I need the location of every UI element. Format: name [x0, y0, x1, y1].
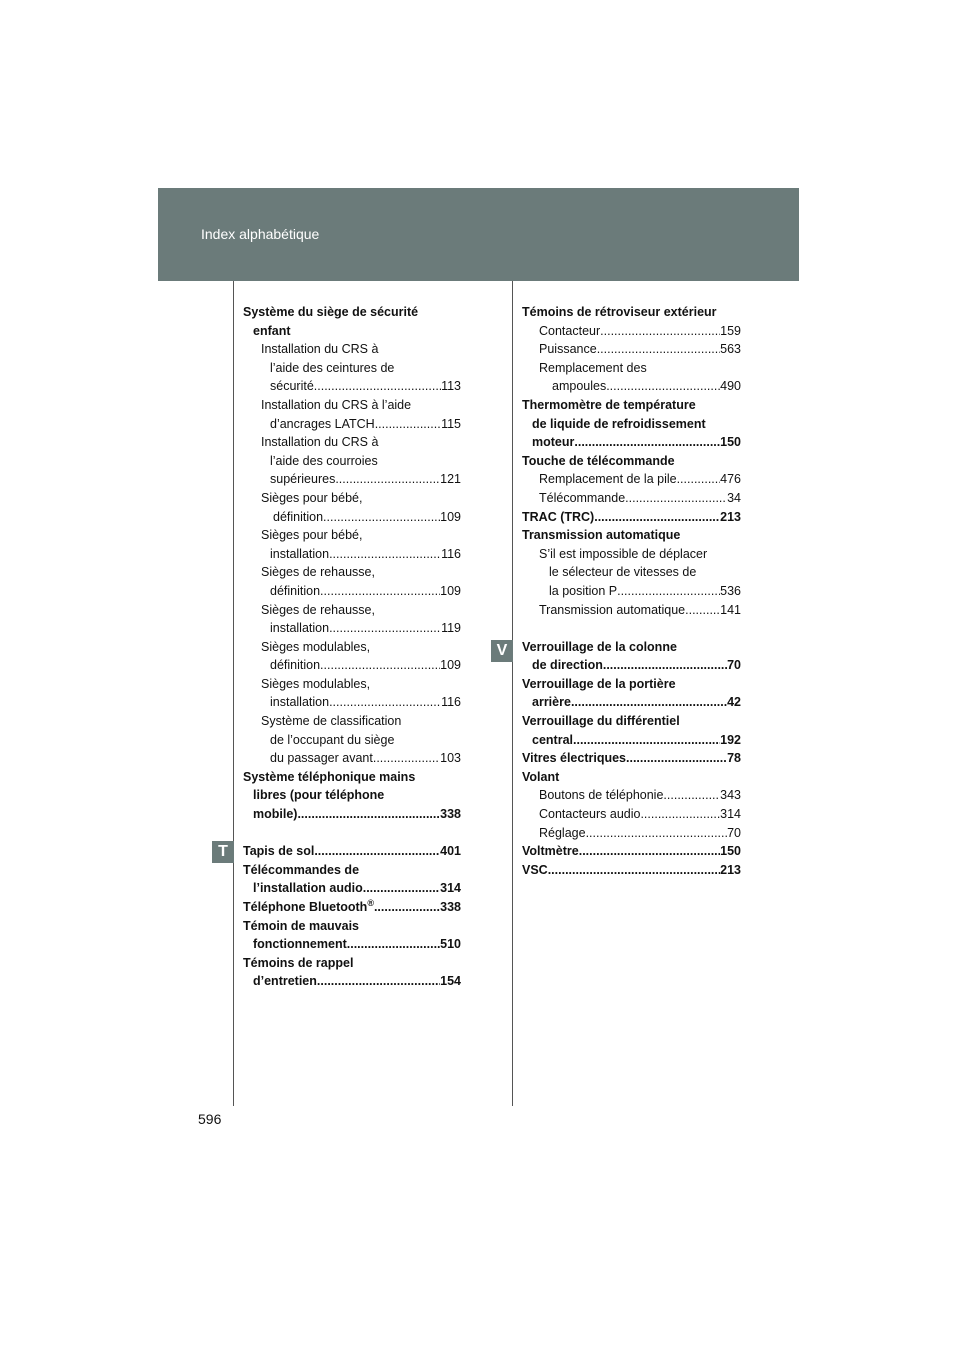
- dot-leader: [589, 824, 727, 843]
- dot-leader: [625, 489, 727, 508]
- dot-leader: [320, 656, 440, 675]
- dot-leader: [375, 415, 441, 434]
- index-entry[interactable]: [522, 377, 741, 396]
- index-entry-label: [243, 322, 461, 341]
- index-entry[interactable]: [243, 415, 461, 434]
- index-entry[interactable]: [243, 619, 461, 638]
- page-reference[interactable]: 536: [720, 583, 741, 598]
- index-entry-label: [243, 712, 461, 731]
- dot-leader: [320, 582, 440, 601]
- dot-leader: [548, 861, 720, 880]
- index-entry-label: [243, 917, 461, 936]
- entry-label: Puissance: [539, 342, 597, 357]
- entry-label: Sièges modulables,: [261, 676, 371, 691]
- index-entry-label: [243, 786, 461, 805]
- entry-label: Sièges de rehausse,: [261, 602, 375, 617]
- index-entry[interactable]: [243, 879, 461, 898]
- entry-label: installation: [270, 546, 330, 561]
- entry-label: d’entretien: [253, 974, 317, 989]
- page-reference[interactable]: 113: [441, 379, 461, 394]
- index-entry[interactable]: [243, 377, 461, 396]
- page-reference[interactable]: 42: [727, 695, 741, 710]
- dot-leader: [317, 972, 440, 991]
- index-entry-label: [243, 638, 461, 657]
- entry-label: définition: [270, 658, 321, 673]
- dot-leader: [600, 322, 720, 341]
- entry-label: libres (pour téléphone: [253, 788, 385, 803]
- entry-label: supérieures: [270, 472, 336, 487]
- page-reference[interactable]: 338: [440, 900, 461, 914]
- entry-label: moteur: [532, 435, 575, 450]
- entry-gap: [522, 619, 741, 638]
- index-entry-label: [243, 489, 461, 508]
- page-reference[interactable]: 314: [720, 807, 741, 822]
- page-reference[interactable]: 119: [441, 621, 461, 636]
- dot-leader: [329, 693, 441, 712]
- index-column-2: [522, 303, 741, 879]
- entry-label: de direction: [532, 658, 603, 673]
- entry-gap: [243, 824, 461, 843]
- page-reference[interactable]: 109: [440, 583, 461, 598]
- index-entry-label: [522, 638, 741, 657]
- dot-leader: [297, 805, 440, 824]
- index-entry[interactable]: [243, 749, 461, 768]
- index-entry-label: [522, 359, 741, 378]
- dot-leader: [594, 508, 720, 527]
- page-reference[interactable]: 141: [720, 602, 741, 617]
- index-entry[interactable]: [522, 861, 741, 880]
- entry-label: du passager avant: [270, 751, 373, 766]
- dot-leader: [685, 601, 720, 620]
- dot-leader: [677, 470, 721, 489]
- page-reference[interactable]: 154: [440, 974, 461, 989]
- page-reference[interactable]: 563: [720, 342, 741, 357]
- page-reference[interactable]: 343: [720, 788, 741, 803]
- entry-label: Témoins de rappel: [243, 955, 354, 970]
- entry-label: Touche de télécommande: [522, 453, 675, 468]
- index-entry-label: [243, 601, 461, 620]
- dot-leader: [576, 731, 720, 750]
- dot-leader: [606, 377, 720, 396]
- index-entry[interactable]: [243, 972, 461, 991]
- page-reference[interactable]: 70: [727, 825, 741, 840]
- dot-leader: [329, 545, 441, 564]
- page-reference[interactable]: 314: [440, 881, 461, 896]
- entry-label: Sièges pour bébé,: [261, 528, 363, 543]
- index-entry-label: [522, 712, 741, 731]
- page-reference[interactable]: 115: [441, 416, 461, 431]
- entry-label: Installation du CRS à l’aide: [261, 397, 412, 412]
- entry-label: Sièges modulables,: [261, 639, 371, 654]
- entry-label: de l’occupant du siège: [270, 732, 395, 747]
- dot-leader: [329, 619, 441, 638]
- page-reference[interactable]: 116: [441, 546, 461, 561]
- entry-label: arrière: [532, 695, 571, 710]
- page-reference[interactable]: 510: [440, 937, 461, 952]
- page-reference[interactable]: 338: [440, 807, 461, 822]
- entry-label: définition: [270, 583, 321, 598]
- dot-leader: [571, 693, 727, 712]
- entry-label: Remplacement des: [539, 360, 647, 375]
- page-reference[interactable]: 116: [441, 695, 461, 710]
- page-reference[interactable]: 192: [720, 732, 741, 747]
- index-entry[interactable]: [522, 805, 741, 824]
- index-entry-label: [243, 526, 461, 545]
- page-reference[interactable]: 109: [440, 509, 461, 524]
- index-entry[interactable]: [522, 786, 741, 805]
- index-entry-label: [243, 452, 461, 471]
- column-divider-left: [233, 281, 234, 1106]
- index-entry-label: [522, 396, 741, 415]
- entry-label: Système du siège de sécurité: [243, 305, 419, 319]
- section-tab-v[interactable]: V: [491, 640, 513, 662]
- dot-leader: [640, 805, 720, 824]
- entry-label: S’il est impossible de déplacer: [539, 546, 708, 561]
- entry-label: définition: [273, 509, 324, 524]
- index-entry[interactable]: [522, 489, 741, 508]
- dot-leader: [663, 786, 720, 805]
- index-entry-label: [522, 545, 741, 564]
- index-entry[interactable]: [243, 470, 461, 489]
- header-title: Index alphabétique: [201, 226, 320, 242]
- page-number: 596: [198, 1111, 222, 1127]
- entry-label: Témoin de mauvais: [243, 918, 360, 933]
- entry-label: Installation du CRS à: [261, 435, 379, 450]
- dot-leader: [374, 898, 440, 917]
- page-reference[interactable]: 70: [727, 658, 741, 673]
- dot-leader: [323, 508, 440, 527]
- entry-label: fonctionnement.: [253, 937, 351, 952]
- entry-label: Système de classification: [261, 714, 402, 729]
- index-entry[interactable]: [522, 508, 741, 527]
- page-reference[interactable]: 476: [720, 472, 741, 487]
- entry-label: installation: [270, 695, 330, 710]
- entry-label: TRAC (TRC): [522, 509, 595, 524]
- entry-label: Témoins de rétroviseur extérieur: [522, 305, 717, 319]
- page-reference[interactable]: 159: [720, 323, 741, 338]
- entry-label: Installation du CRS à: [261, 342, 379, 357]
- dot-leader: [363, 879, 440, 898]
- index-entry[interactable]: [522, 824, 741, 843]
- entry-label: Remplacement de la pile: [539, 472, 677, 487]
- index-entry-label: [243, 433, 461, 452]
- index-entry-label: [243, 954, 461, 973]
- dot-leader: [574, 433, 720, 452]
- entry-label: Boutons de téléphonie: [539, 788, 664, 803]
- index-entry[interactable]: [522, 322, 741, 341]
- entry-label: l’aide des courroies: [270, 453, 378, 468]
- index-entry[interactable]: [522, 433, 741, 452]
- entry-label: l’aide des ceintures de: [270, 360, 395, 375]
- index-entry-label: [522, 526, 741, 545]
- entry-label: Transmission automatique: [539, 602, 686, 617]
- page-header: [158, 188, 799, 281]
- index-entry[interactable]: [243, 693, 461, 712]
- dot-leader: [617, 582, 720, 601]
- entry-label: le sélecteur de vitesses de: [549, 565, 697, 580]
- index-entry[interactable]: [522, 693, 741, 712]
- index-entry-label: [243, 303, 461, 322]
- entry-label: ampoules: [552, 379, 607, 394]
- dot-leader: [579, 842, 720, 861]
- dot-leader: [603, 656, 727, 675]
- index-column-1: [243, 303, 461, 991]
- dot-leader: [350, 935, 440, 954]
- column-divider-middle: [512, 281, 513, 1106]
- index-entry[interactable]: [522, 731, 741, 750]
- dot-leader: [335, 470, 440, 489]
- index-entry-label: [243, 768, 461, 787]
- index-entry-label: [243, 396, 461, 415]
- section-tab-t[interactable]: T: [212, 841, 234, 863]
- index-entry[interactable]: [522, 749, 741, 768]
- index-entry[interactable]: [243, 935, 461, 954]
- entry-label: l’installation audio: [253, 881, 363, 896]
- page-reference[interactable]: 401: [440, 844, 461, 859]
- index-entry[interactable]: [243, 898, 461, 917]
- index-entry-label: [522, 303, 741, 322]
- entry-label: d’ancrages LATCH: [270, 416, 375, 431]
- index-entry-label: [522, 415, 741, 434]
- index-entry[interactable]: [522, 340, 741, 359]
- index-entry[interactable]: [243, 545, 461, 564]
- index-entry[interactable]: [243, 582, 461, 601]
- dot-leader: [597, 340, 720, 359]
- entry-label: Sièges de rehausse,: [261, 565, 375, 580]
- page-reference[interactable]: 78: [727, 751, 741, 766]
- page-reference[interactable]: 150: [720, 435, 741, 450]
- entry-label: Contacteurs audio: [539, 807, 641, 822]
- index-entry[interactable]: [522, 842, 741, 861]
- entry-label: Thermomètre de température: [522, 397, 696, 412]
- page-reference[interactable]: 150: [720, 844, 741, 859]
- entry-label: Transmission automatique: [522, 528, 681, 543]
- entry-label: Verrouillage du différentiel: [522, 714, 680, 729]
- page-reference[interactable]: 103: [440, 751, 461, 766]
- index-entry[interactable]: [522, 582, 741, 601]
- page-reference[interactable]: 490: [720, 379, 741, 394]
- entry-label: central.: [532, 732, 577, 747]
- entry-label: Système téléphonique mains: [243, 769, 416, 784]
- page-reference[interactable]: 213: [720, 509, 741, 524]
- entry-label: la position P: [549, 583, 618, 598]
- index-entry[interactable]: [522, 656, 741, 675]
- index-entry[interactable]: [522, 601, 741, 620]
- index-entry-label: [522, 675, 741, 694]
- entry-label: Télécommande: [539, 490, 626, 505]
- index-entry[interactable]: [522, 470, 741, 489]
- entry-label: Téléphone Bluetooth®: [243, 898, 374, 914]
- index-entry-label: [243, 675, 461, 694]
- index-entry-label: [522, 768, 741, 787]
- entry-label: Vitres électriques: [522, 751, 626, 766]
- entry-label: Voltmètre: [522, 844, 579, 859]
- entry-label: Réglage.: [539, 825, 590, 840]
- dot-leader: [373, 749, 440, 768]
- index-entry-label: [243, 340, 461, 359]
- entry-label: de liquide de refroidissement: [532, 416, 706, 431]
- dot-leader: [626, 749, 727, 768]
- page-reference[interactable]: 213: [720, 862, 741, 877]
- entry-label: enfant: [253, 323, 291, 338]
- index-entry-label: [243, 731, 461, 750]
- entry-label: VSC: [522, 862, 548, 877]
- dot-leader: [314, 842, 440, 861]
- dot-leader: [314, 377, 441, 396]
- registered-mark: ®: [367, 898, 374, 908]
- entry-label: mobile): [253, 807, 298, 822]
- entry-label: Verrouillage de la colonne: [522, 639, 677, 654]
- index-entry[interactable]: [243, 656, 461, 675]
- entry-label: sécurité: [270, 379, 314, 394]
- index-entry[interactable]: [243, 805, 461, 824]
- entry-label: Contacteur: [539, 323, 601, 338]
- page-reference[interactable]: 121: [440, 472, 461, 487]
- index-entry[interactable]: [243, 842, 461, 861]
- index-entry-label: [243, 861, 461, 880]
- entry-label: installation: [270, 621, 330, 636]
- index-entry-label: [522, 452, 741, 471]
- index-entry[interactable]: [243, 508, 461, 527]
- entry-label: Télécommandes de: [243, 862, 360, 877]
- entry-label: Verrouillage de la portière: [522, 676, 676, 691]
- entry-label: Tapis de sol: [243, 844, 315, 859]
- page-reference[interactable]: 109: [440, 658, 461, 673]
- index-entry-label: [243, 563, 461, 582]
- entry-label: Volant: [522, 769, 560, 784]
- index-entry-label: [243, 359, 461, 378]
- index-entry-label: [522, 563, 741, 582]
- entry-label: Sièges pour bébé,: [261, 490, 363, 505]
- page-reference[interactable]: 34: [727, 490, 741, 505]
